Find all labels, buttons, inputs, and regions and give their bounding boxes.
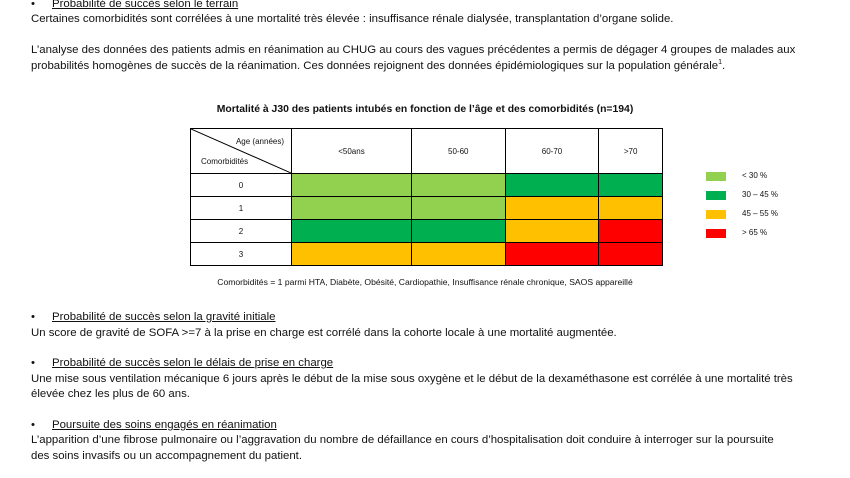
paragraph-line-2-text: probabilités homogènes de succès de la réanimation. Ces données rejoignent des données épidémiologiques sur la population générale [31,60,719,72]
mortality-table [190,128,663,266]
column-header: <50ans [292,129,412,174]
mortality-cell-45-55 [411,243,505,266]
mortality-cell-gt65 [599,243,663,266]
mortality-cell-gt65 [505,243,599,266]
corner-comorbidity-label: Comorbidités [201,157,249,166]
heading-gravite: Probabilité de succès selon la gravité initiale [52,311,276,323]
footnote-mark: 1 [718,59,722,67]
legend-swatch [706,172,726,181]
mortality-cell-lt30 [411,197,505,220]
legend-label: 45 – 55 % [742,209,779,218]
paragraph-line-2-end: . [721,60,726,72]
mortality-cell-30-45 [599,174,663,197]
bullet-2: • [31,311,35,323]
table-row [191,220,663,243]
mortality-cell-30-45 [411,220,505,243]
text-delais-line-2: élevée chez les plus de 60 ans. [31,388,190,400]
text-terrain: Certaines comorbidités sont corrélées à une mortalité très élevée : insuffisance rénale dialysée, transplantation d’organe solide. [31,13,674,25]
bullet-3: • [31,357,35,369]
mortality-cell-30-45 [292,220,412,243]
heading-terrain: Probabilité de succès selon le terrain [52,0,239,10]
mortality-cell-lt30 [292,197,412,220]
text-poursuite-line-1: L’apparition d’une fibrose pulmonaire ou l’aggravation du nombre de défaillance en cours d’hospitalisation doit conduire à interroger sur la poursuite [31,434,774,446]
row-label: 1 [191,197,292,220]
mortality-cell-45-55 [505,220,599,243]
legend-label: 30 – 45 % [742,190,779,199]
paragraph-line-1: L’analyse des données des patients admis en réanimation au CHUG au cours des vagues précédentes a permis de dégager 4 groupes de malades aux [31,44,796,56]
mortality-cell-45-55 [505,197,599,220]
corner-age-label: Age (années) [235,137,284,146]
heading-delais: Probabilité de succès selon le délais de prise en charge [52,357,334,369]
mortality-cell-lt30 [292,174,412,197]
table-title: Mortalité à J30 des patients intubés en fonction de l’âge et des comorbidités (n=194) [216,104,634,115]
mortality-cell-45-55 [292,243,412,266]
column-header: >70 [599,129,663,174]
legend-swatch [706,191,726,200]
row-label: 3 [191,243,292,266]
legend-swatch [706,229,726,238]
mortality-cell-gt65 [599,220,663,243]
text-poursuite-line-2: des soins invasifs ou un accompagnement du patient. [31,450,303,462]
bullet-4: • [31,419,35,431]
legend-label: > 65 % [742,228,768,237]
table-footnote: Comorbidités = 1 parmi HTA, Diabète, Obésité, Cardiopathie, Insuffisance rénale chronique, SAOS appareillé [217,277,633,287]
corner-diagonal-line [191,129,291,173]
table-row [191,174,663,197]
mortality-cell-45-55 [599,197,663,220]
column-header: 60-70 [505,129,599,174]
bullet-1: • [31,0,35,10]
table-row [191,243,663,266]
mortality-cell-lt30 [411,174,505,197]
table-header-row [191,129,663,174]
legend-swatch [706,210,726,219]
row-label: 0 [191,174,292,197]
text-delais-line-1: Une mise sous ventilation mécanique 6 jours après le début de la mise sous oxygène et le début de la dexaméthasone est corrélée à une mortalité très [31,373,793,385]
legend-label: < 30 % [742,171,768,180]
table-corner-cell [191,129,292,174]
paragraph-line-2 [31,59,725,74]
text-gravite: Un score de gravité de SOFA >=7 à la prise en charge est corrélé dans la cohorte locale à une mortalité augmentée. [31,327,617,339]
column-header: 50-60 [411,129,505,174]
row-label: 2 [191,220,292,243]
mortality-cell-30-45 [505,174,599,197]
heading-poursuite: Poursuite des soins engagés en réanimation [52,419,277,431]
table-row [191,197,663,220]
